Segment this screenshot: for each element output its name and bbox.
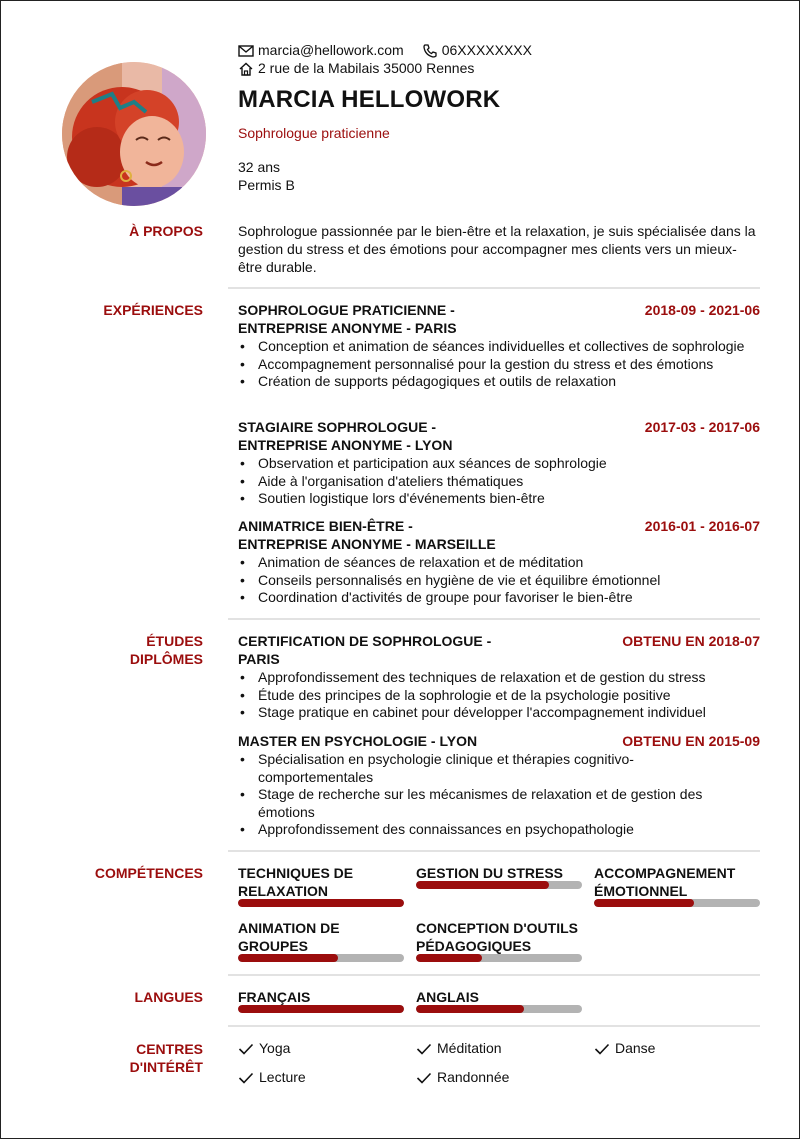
experience-item [238, 301, 760, 391]
language-name: ANGLAIS [416, 989, 479, 1005]
skill-level-bar [238, 899, 404, 907]
experience-dates: 2017-03 - 2017-06 [644, 419, 760, 435]
education-title: CERTIFICATION DE SOPHROLOGUE - PARIS [238, 633, 492, 667]
separator [228, 1025, 760, 1027]
skill-item [416, 864, 582, 882]
education-bullets [238, 669, 760, 722]
envelope-icon [238, 44, 254, 58]
interest-item: Lecture [238, 1069, 306, 1087]
job-title: Sophrologue praticienne [238, 125, 390, 141]
separator [228, 974, 760, 976]
skill-level-bar [238, 954, 404, 962]
skill-item [238, 864, 404, 900]
email-contact[interactable] [238, 42, 404, 60]
address-row [238, 60, 474, 78]
interest-item: Danse [594, 1040, 655, 1058]
skill-name: ANIMATION DE GROUPES [238, 920, 340, 954]
skill-level-bar [594, 899, 760, 907]
list-item: • Étude des principes de la sophrologie et de la psychologie positive [238, 687, 760, 705]
profile-photo [62, 62, 206, 206]
section-label-about: À PROPOS [129, 223, 203, 239]
check-icon [594, 1042, 610, 1056]
skill-name: GESTION DU STRESS [416, 865, 564, 881]
list-item: • Accompagnement personnalisé pour la gestion du stress et des émotions [238, 356, 760, 374]
language-item [238, 988, 404, 1006]
experience-title: SOPHROLOGUE PRATICIENNE - ENTREPRISE ANONYME - PARIS [238, 302, 457, 336]
phone-contact[interactable] [422, 42, 532, 60]
experience-dates: 2018-09 - 2021-06 [644, 302, 760, 318]
candidate-name: MARCIA HELLOWORK [238, 86, 501, 113]
section-label-languages: LANGUES [134, 989, 203, 1005]
about-text: Sophrologue passionnée par le bien-être et la relaxation, je suis spécialisée dans la gestion du stress et des émotions pour accompagner mes clients vers un mieux-être durable. [238, 223, 756, 275]
address-contact [238, 60, 474, 78]
education-dates: OBTENU EN 2018-07 [622, 633, 760, 649]
experience-item [238, 418, 760, 508]
list-item: • Approfondissement des techniques de relaxation et de gestion du stress [238, 669, 760, 687]
skill-level-bar [416, 881, 582, 889]
list-item: • Création de supports pédagogiques et outils de relaxation [238, 373, 760, 391]
experience-dates: 2016-01 - 2016-07 [644, 518, 760, 534]
education-item [238, 632, 760, 722]
education-title: MASTER EN PSYCHOLOGIE - LYON [238, 733, 478, 749]
education-item [238, 732, 760, 839]
interest-item: Yoga [238, 1040, 290, 1058]
email-text: marcia@hellowork.com [258, 42, 404, 58]
education-dates: OBTENU EN 2015-09 [622, 733, 760, 749]
skill-item [416, 919, 582, 955]
language-item [416, 988, 582, 1006]
education-bullets [238, 751, 738, 839]
check-icon [416, 1071, 432, 1085]
separator [228, 618, 760, 620]
list-item: • Conseils personnalisés en hygiène de vie et équilibre émotionnel [238, 572, 760, 590]
experience-bullets [238, 554, 760, 607]
list-item: • Conception et animation de séances individuelles et collectives de sophrologie [238, 338, 760, 356]
skill-name: TECHNIQUES DE RELAXATION [238, 865, 354, 899]
separator [228, 850, 760, 852]
section-label-education: ÉTUDES DIPLÔMES [129, 633, 203, 667]
contact-row [238, 42, 532, 60]
address-text: 2 rue de la Mabilais 35000 Rennes [258, 60, 475, 76]
list-item: • Stage de recherche sur les mécanismes de relaxation et de gestion des émotions [238, 786, 738, 821]
skill-item [594, 864, 760, 900]
section-label-interests: CENTRES D'INTÉRÊT [129, 1041, 203, 1075]
phone-text: 06XXXXXXXX [441, 42, 532, 58]
experience-title: ANIMATRICE BIEN-ÊTRE - ENTREPRISE ANONYME - MARSEILLE [238, 518, 496, 552]
skill-name: CONCEPTION D'OUTILS PÉDAGOGIQUES [416, 920, 578, 954]
separator [228, 287, 760, 289]
skill-level-bar [416, 954, 582, 962]
list-item: • Approfondissement des connaissances en psychopathologie [238, 821, 738, 839]
skill-item [238, 919, 404, 955]
list-item: • Soutien logistique lors d'événements bien-être [238, 490, 760, 508]
list-item: • Observation et participation aux séances de sophrologie [238, 455, 760, 473]
language-level-bar [416, 1005, 582, 1013]
section-label-skills: COMPÉTENCES [94, 865, 203, 881]
skill-name: ACCOMPAGNEMENT ÉMOTIONNEL [594, 865, 736, 899]
check-icon [416, 1042, 432, 1056]
experience-item [238, 517, 760, 607]
experience-title: STAGIAIRE SOPHROLOGUE - ENTREPRISE ANONYME - LYON [238, 419, 453, 453]
language-level-bar [238, 1005, 404, 1013]
check-icon [238, 1071, 254, 1085]
list-item: • Aide à l'organisation d'ateliers thématiques [238, 473, 760, 491]
home-icon [238, 61, 254, 77]
check-icon [238, 1042, 254, 1056]
list-item: • Animation de séances de relaxation et de méditation [238, 554, 760, 572]
experience-bullets [238, 455, 760, 508]
list-item: • Stage pratique en cabinet pour développer l'accompagnement individuel [238, 704, 760, 722]
section-label-experiences: EXPÉRIENCES [103, 302, 203, 318]
language-name: FRANÇAIS [238, 989, 311, 1005]
list-item: • Coordination d'activités de groupe pour favoriser le bien-être [238, 589, 760, 607]
experience-bullets [238, 338, 760, 391]
interest-item: Randonnée [416, 1069, 509, 1087]
list-item: • Spécialisation en psychologie clinique et thérapies cognitivo-comportementales [238, 751, 738, 786]
age: 32 ans [238, 159, 281, 175]
interest-item: Méditation [416, 1040, 502, 1058]
driving-license: Permis B [238, 177, 295, 193]
phone-icon [422, 43, 438, 59]
